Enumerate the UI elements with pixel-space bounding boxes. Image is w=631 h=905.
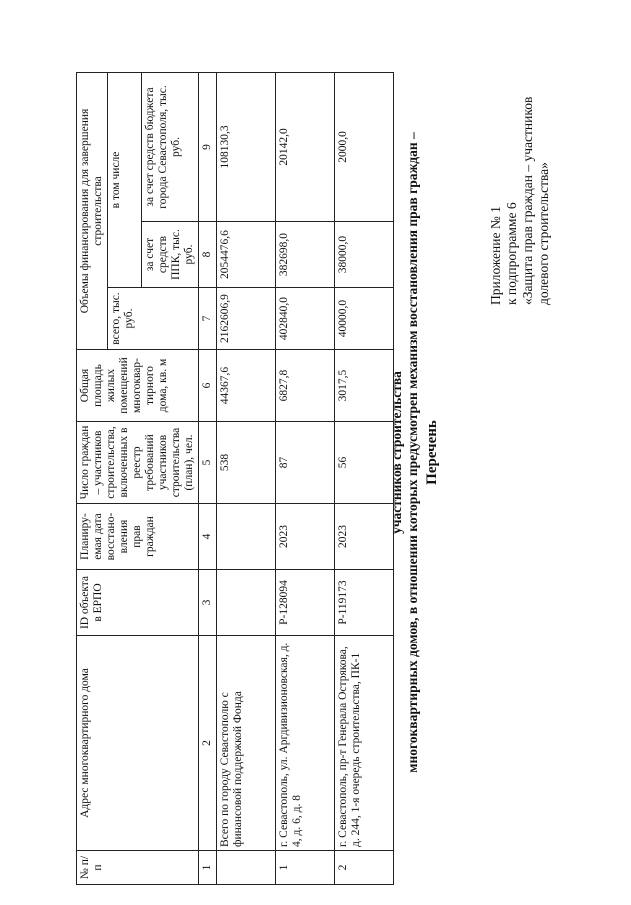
col-number: 4 bbox=[199, 504, 217, 570]
cell-num: 1 bbox=[276, 851, 335, 885]
cell-address: г. Севастополь, ул. Аргдивизионовская, д. 4, д. 6, д. 8 bbox=[276, 636, 335, 851]
col-number: 6 bbox=[199, 350, 217, 422]
col-number: 8 bbox=[199, 222, 217, 288]
cell-id bbox=[217, 570, 276, 636]
header-date: Планиру-емая дата восстано-вления прав граждан bbox=[77, 504, 199, 570]
header-id: ID объекта в ЕРПО bbox=[77, 570, 199, 636]
cell-address: Всего по городу Севастополю с финансовой поддержкой Фонда bbox=[217, 636, 276, 851]
cell-area: 3017,5 bbox=[335, 350, 394, 422]
cell-total: 2162606,9 bbox=[217, 288, 276, 350]
cell-total: 40000,0 bbox=[335, 288, 394, 350]
appendix-block bbox=[488, 5, 552, 305]
cell-id: Р-128094 bbox=[276, 570, 335, 636]
cell-date: 2023 bbox=[335, 504, 394, 570]
cell-budget: 108130,3 bbox=[217, 72, 276, 221]
cell-count: 538 bbox=[217, 422, 276, 504]
appendix-line-4: долевого строительства» bbox=[536, 162, 551, 305]
appendix-line-3: «Защита прав граждан – участников bbox=[520, 96, 535, 305]
col-number: 3 bbox=[199, 570, 217, 636]
header-ppk: за счет средств ППК, тыс. руб. bbox=[142, 222, 199, 288]
cell-budget: 2000,0 bbox=[335, 72, 394, 221]
header-total: всего, тыс. руб. bbox=[108, 288, 199, 350]
header-budget: за счет средств бюджета города Севастополя, тыс. руб. bbox=[142, 72, 199, 221]
cell-num: 2 bbox=[335, 851, 394, 885]
col-number: 1 bbox=[199, 851, 217, 885]
header-address: Адрес многоквартирного дома bbox=[77, 636, 199, 851]
appendix-line-1: Приложение № 1 bbox=[488, 206, 503, 305]
cell-count: 87 bbox=[276, 422, 335, 504]
cell-ppk: 382698,0 bbox=[276, 222, 335, 288]
cell-ppk: 2054476,6 bbox=[217, 222, 276, 288]
header-count: Число граждан – участников строительства, включенных в реестр требований участников строительства (план), чел. bbox=[77, 422, 199, 504]
cell-num bbox=[217, 851, 276, 885]
col-number: 2 bbox=[199, 636, 217, 851]
col-number: 7 bbox=[199, 288, 217, 350]
header-incl: в том числе bbox=[108, 72, 142, 287]
cell-area: 44367,6 bbox=[217, 350, 276, 422]
document-title-line-3: участников строительства bbox=[389, 371, 404, 534]
document-heading: Перечень bbox=[424, 420, 440, 485]
cell-id: Р-119173 bbox=[335, 570, 394, 636]
cell-area: 6827,8 bbox=[276, 350, 335, 422]
table-row bbox=[335, 72, 394, 884]
column-number-row bbox=[199, 72, 217, 884]
cell-total: 402840,0 bbox=[276, 288, 335, 350]
cell-date bbox=[217, 504, 276, 570]
table-row bbox=[276, 72, 335, 884]
cell-date: 2023 bbox=[276, 504, 335, 570]
houses-table bbox=[76, 72, 394, 885]
cell-budget: 20142,0 bbox=[276, 72, 335, 221]
cell-address: г. Севастополь, пр-т Генерала Острякова, д. 244, 1-я очередь строительства, ПК-1 bbox=[335, 636, 394, 851]
header-num: № п/п bbox=[77, 851, 199, 885]
document-title-line-2: многоквартирных домов, в отношении которых предусмотрен механизм восстановления прав граждан – bbox=[405, 132, 420, 773]
header-funding: Объемы финансирования для завершения строительства bbox=[77, 72, 108, 349]
col-number: 9 bbox=[199, 72, 217, 221]
header-area: Общая площадь жилых помещений многоквар-тирного дома, кв. м bbox=[77, 350, 199, 422]
appendix-line-2: к подпрограмме 6 bbox=[504, 202, 519, 305]
cell-count: 56 bbox=[335, 422, 394, 504]
cell-ppk: 38000,0 bbox=[335, 222, 394, 288]
table-row bbox=[217, 72, 276, 884]
col-number: 5 bbox=[199, 422, 217, 504]
